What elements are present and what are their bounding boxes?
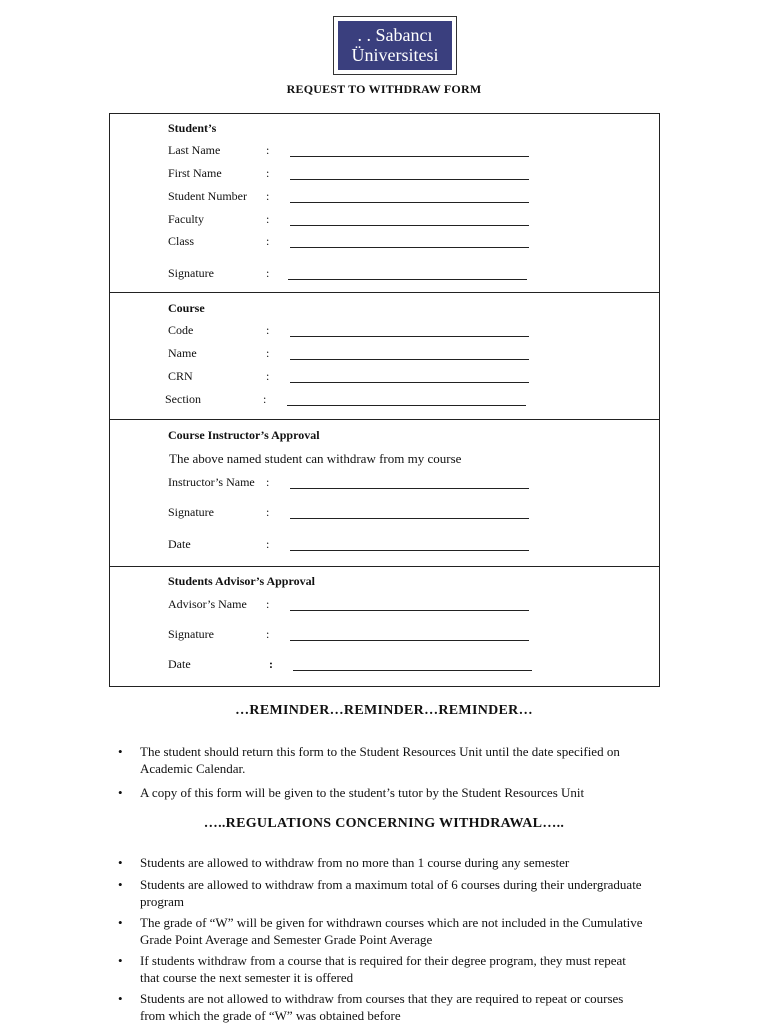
colon: : — [266, 189, 270, 203]
reminder-heading: …REMINDER…REMINDER…REMINDER… — [235, 703, 533, 718]
list-item: • Students are not allowed to withdraw from courses that they are required to repeat or courses from which the grade of “W” was obtained before — [118, 990, 648, 1024]
reminder-list — [118, 743, 648, 801]
list-item: • Students are allowed to withdraw from no more than 1 course during any semester — [118, 854, 648, 871]
last-name-field[interactable] — [290, 156, 529, 157]
list-item: • A copy of this form will be given to the student’s tutor by the Student Resources Unit — [118, 784, 648, 801]
instructor-signature-label: Signature — [168, 505, 214, 519]
advisor-signature-field[interactable] — [290, 640, 529, 641]
course-name-field[interactable] — [290, 359, 529, 360]
section-divider — [110, 566, 659, 567]
colon: : — [266, 505, 270, 519]
class-field[interactable] — [290, 247, 529, 248]
colon: : — [266, 627, 270, 641]
first-name-field[interactable] — [290, 179, 529, 180]
advisor-signature-label: Signature — [168, 627, 214, 641]
list-item: • The student should return this form to the Student Resources Unit until the date specified on Academic Calendar. — [118, 743, 648, 777]
code-field[interactable] — [290, 336, 529, 337]
advisor-name-label: Advisor’s Name — [168, 597, 247, 611]
colon: : — [269, 657, 273, 671]
colon: : — [263, 392, 267, 406]
course-section-title: Course — [168, 301, 205, 315]
list-item: • The grade of “W” will be given for withdrawn courses which are not included in the Cumulative Grade Point Average and Semester Grade Point Average — [118, 914, 648, 948]
colon: : — [266, 266, 270, 280]
instructor-signature-field[interactable] — [290, 518, 529, 519]
colon: : — [266, 323, 270, 337]
section-field[interactable] — [287, 405, 526, 406]
colon: : — [266, 166, 270, 180]
crn-label: CRN — [168, 369, 193, 383]
section-divider — [110, 292, 659, 293]
colon: : — [266, 475, 270, 489]
student-signature-label: Signature — [168, 266, 214, 280]
colon: : — [266, 537, 270, 551]
logo-line-2: Üniversitesi — [351, 45, 439, 65]
colon: : — [266, 346, 270, 360]
list-item: • Students are allowed to withdraw from a maximum total of 6 courses during their undergraduate program — [118, 876, 648, 910]
advisor-date-field[interactable] — [293, 670, 532, 671]
student-signature-field[interactable] — [288, 279, 527, 280]
student-section-title: Student’s — [168, 121, 217, 135]
first-name-label: First Name — [168, 166, 222, 180]
instructor-statement: The above named student can withdraw from my course — [169, 451, 462, 466]
class-label: Class — [168, 234, 195, 248]
regulations-list — [118, 854, 648, 1024]
instructor-date-field[interactable] — [290, 550, 529, 551]
advisor-name-field[interactable] — [290, 610, 529, 611]
colon: : — [266, 369, 270, 383]
list-item: • If students withdraw from a course that is required for their degree program, they must repeat that course the next semester it is offered — [118, 952, 648, 986]
advisor-section-title: Students Advisor’s Approval — [168, 574, 315, 588]
form-title: REQUEST TO WITHDRAW FORM — [286, 82, 482, 96]
section-label: Section — [165, 392, 201, 406]
instructor-name-field[interactable] — [290, 488, 529, 489]
instructor-date-label: Date — [168, 537, 191, 551]
colon: : — [266, 234, 270, 248]
student-number-field[interactable] — [290, 202, 529, 203]
faculty-field[interactable] — [290, 225, 529, 226]
instructor-name-label: Instructor’s Name — [168, 475, 255, 489]
faculty-label: Faculty — [168, 212, 204, 226]
university-logo — [333, 16, 457, 75]
advisor-date-label: Date — [168, 657, 191, 671]
course-name-label: Name — [168, 346, 197, 360]
crn-field[interactable] — [290, 382, 529, 383]
logo-line-1: . . Sabancı — [357, 25, 433, 45]
code-label: Code — [168, 323, 194, 337]
student-number-label: Student Number — [168, 189, 247, 203]
instructor-section-title: Course Instructor’s Approval — [168, 428, 320, 442]
section-divider — [110, 419, 659, 420]
colon: : — [266, 143, 270, 157]
colon: : — [266, 597, 270, 611]
colon: : — [266, 212, 270, 226]
regulations-heading: …..REGULATIONS CONCERNING WITHDRAWAL….. — [203, 816, 565, 831]
last-name-label: Last Name — [168, 143, 221, 157]
